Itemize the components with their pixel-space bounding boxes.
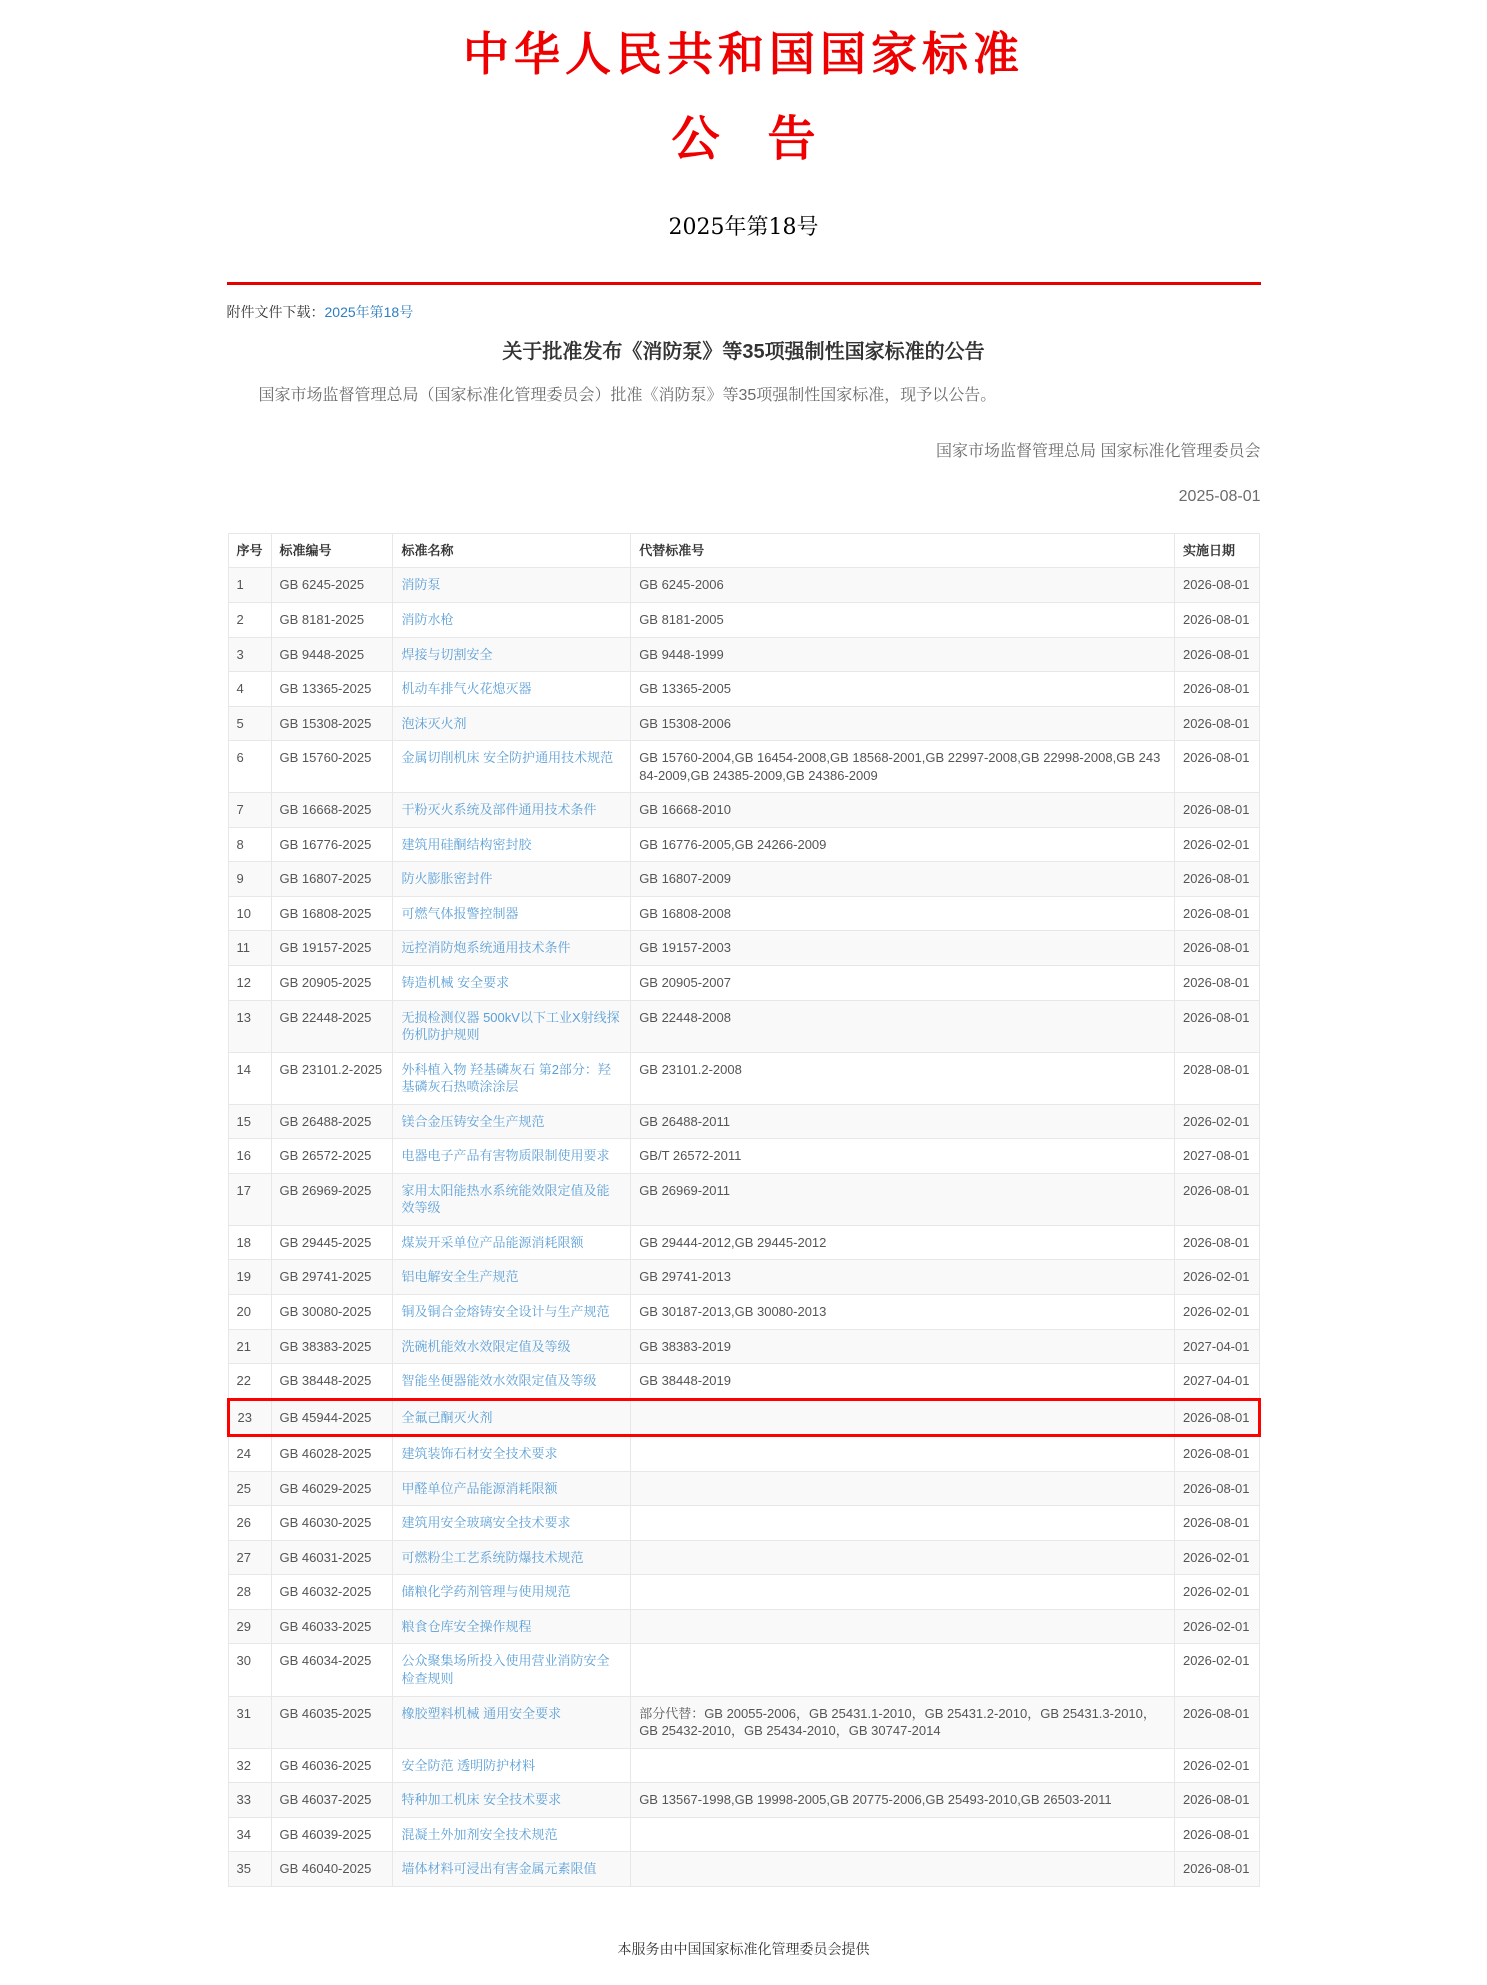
cell-replaced-standards: GB 38448-2019	[631, 1364, 1175, 1400]
cell-replaced-standards	[631, 1644, 1175, 1696]
cell-standard-code: GB 29445-2025	[271, 1225, 393, 1260]
cell-serial-number: 16	[228, 1139, 271, 1174]
cell-replaced-standards: GB 23101.2-2008	[631, 1052, 1175, 1104]
table-row	[228, 1471, 1259, 1506]
cell-implementation-date: 2026-02-01	[1174, 1575, 1259, 1610]
table-row	[228, 896, 1259, 931]
cell-replaced-standards: GB 8181-2005	[631, 602, 1175, 637]
cell-replaced-standards: GB 29741-2013	[631, 1260, 1175, 1295]
cell-replaced-standards: GB 13567-1998,GB 19998-2005,GB 20775-2006,GB 25493-2010,GB 26503-2011	[631, 1783, 1175, 1818]
attachment-download-link[interactable]: 2025年第18号	[324, 303, 414, 320]
cell-implementation-date: 2026-08-01	[1174, 1852, 1259, 1887]
cell-implementation-date: 2026-08-01	[1174, 896, 1259, 931]
table-row	[228, 1000, 1259, 1052]
cell-serial-number: 9	[228, 862, 271, 897]
cell-implementation-date: 2026-02-01	[1174, 1260, 1259, 1295]
cell-serial-number: 10	[228, 896, 271, 931]
cell-replaced-standards: GB 9448-1999	[631, 637, 1175, 672]
cell-standard-code: GB 38383-2025	[271, 1329, 393, 1364]
standard-name-link[interactable]: 外科植入物 羟基磷灰石 第2部分：羟基磷灰石热喷涂涂层	[401, 1061, 611, 1095]
cell-serial-number: 22	[228, 1364, 271, 1400]
cell-standard-name	[393, 931, 631, 966]
cell-standard-name	[393, 1139, 631, 1174]
standard-name-link[interactable]: 干粉灭火系统及部件通用技术条件	[401, 802, 597, 818]
cell-serial-number: 29	[228, 1609, 271, 1644]
table-row	[228, 1104, 1259, 1139]
cell-implementation-date: 2026-08-01	[1174, 568, 1259, 603]
standard-name-link[interactable]: 机动车排气火花熄灭器	[401, 681, 532, 697]
standard-name-link[interactable]: 无损检测仪器 500kV以下工业X射线探伤机防护规则	[401, 1009, 620, 1043]
cell-standard-name	[393, 637, 631, 672]
cell-replaced-standards: GB 16807-2009	[631, 862, 1175, 897]
standard-name-link[interactable]: 洗碗机能效水效限定值及等级	[401, 1338, 571, 1354]
cell-standard-name	[393, 1000, 631, 1052]
cell-implementation-date: 2026-08-01	[1174, 706, 1259, 741]
cell-replaced-standards	[631, 1506, 1175, 1541]
cell-serial-number: 6	[228, 741, 271, 793]
red-divider	[227, 282, 1261, 285]
standard-name-link[interactable]: 煤炭开采单位产品能源消耗限额	[401, 1234, 584, 1250]
cell-serial-number: 15	[228, 1104, 271, 1139]
cell-implementation-date: 2026-02-01	[1174, 1644, 1259, 1696]
cell-replaced-standards	[631, 1575, 1175, 1610]
cell-implementation-date: 2027-04-01	[1174, 1329, 1259, 1364]
cell-standard-code: GB 6245-2025	[271, 568, 393, 603]
signature: 国家市场监督管理总局 国家标准化管理委员会	[936, 442, 1261, 460]
cell-standard-code: GB 16668-2025	[271, 793, 393, 828]
table-row	[228, 1173, 1259, 1225]
table-header-row	[228, 533, 1259, 568]
table-row	[228, 568, 1259, 603]
cell-serial-number: 24	[228, 1436, 271, 1472]
cell-serial-number: 13	[228, 1000, 271, 1052]
cell-replaced-standards	[631, 1471, 1175, 1506]
cell-standard-code: GB 22448-2025	[271, 1000, 393, 1052]
table-row	[228, 862, 1259, 897]
cell-standard-name	[393, 1609, 631, 1644]
cell-implementation-date: 2026-02-01	[1174, 1609, 1259, 1644]
table-row	[228, 827, 1259, 862]
cell-standard-name	[393, 862, 631, 897]
standard-name-link[interactable]: 金属切削机床 安全防护通用技术规范	[401, 750, 614, 766]
cell-replaced-standards: GB 6245-2006	[631, 568, 1175, 603]
table-row	[228, 1783, 1259, 1818]
masthead	[227, 28, 1261, 240]
cell-serial-number: 1	[228, 568, 271, 603]
standard-name-link[interactable]: 镁合金压铸安全生产规范	[401, 1113, 545, 1129]
announcement-title: 关于批准发布《消防泵》等35项强制性国家标准的公告	[502, 340, 985, 363]
table-row	[228, 1575, 1259, 1610]
cell-standard-name	[393, 741, 631, 793]
standards-table	[227, 533, 1261, 1887]
cell-standard-name	[393, 1575, 631, 1610]
table-row	[228, 706, 1259, 741]
table-row	[228, 672, 1259, 707]
table-row	[228, 1506, 1259, 1541]
standard-name-link[interactable]: 家用太阳能热水系统能效限定值及能效等级	[401, 1182, 610, 1216]
cell-replaced-standards: GB 16776-2005,GB 24266-2009	[631, 827, 1175, 862]
table-row	[228, 965, 1259, 1000]
table-row	[228, 1052, 1259, 1104]
cell-standard-code: GB 46030-2025	[271, 1506, 393, 1541]
cell-standard-code: GB 16808-2025	[271, 896, 393, 931]
cell-implementation-date: 2026-08-01	[1174, 1783, 1259, 1818]
cell-standard-code: GB 46032-2025	[271, 1575, 393, 1610]
cell-standard-code: GB 23101.2-2025	[271, 1052, 393, 1104]
cell-replaced-standards	[631, 1436, 1175, 1472]
cell-implementation-date: 2026-08-01	[1174, 1471, 1259, 1506]
cell-standard-code: GB 16776-2025	[271, 827, 393, 862]
cell-standard-code: GB 8181-2025	[271, 602, 393, 637]
table-row	[228, 1260, 1259, 1295]
cell-serial-number: 25	[228, 1471, 271, 1506]
cell-replaced-standards	[631, 1852, 1175, 1887]
cell-replaced-standards	[631, 1399, 1175, 1436]
cell-serial-number: 26	[228, 1506, 271, 1541]
cell-standard-code: GB 46034-2025	[271, 1644, 393, 1696]
cell-implementation-date: 2026-08-01	[1174, 1399, 1259, 1436]
cell-standard-name	[393, 1052, 631, 1104]
cell-serial-number: 12	[228, 965, 271, 1000]
attachment-label: 附件文件下载：	[226, 303, 325, 320]
cell-replaced-standards: GB 29444-2012,GB 29445-2012	[631, 1225, 1175, 1260]
table-row	[228, 602, 1259, 637]
cell-replaced-standards: GB 38383-2019	[631, 1329, 1175, 1364]
table-row	[228, 1609, 1259, 1644]
column-header-3: 代替标准号	[631, 533, 1175, 568]
cell-standard-code: GB 46031-2025	[271, 1540, 393, 1575]
cell-standard-name	[393, 1225, 631, 1260]
masthead-subtitle: 公 告	[671, 110, 816, 167]
cell-replaced-standards	[631, 1817, 1175, 1852]
standard-name-link[interactable]: 安全防范 透明防护材料	[401, 1757, 536, 1773]
cell-standard-name	[393, 706, 631, 741]
cell-serial-number: 35	[228, 1852, 271, 1887]
table-row	[228, 1225, 1259, 1260]
cell-standard-code: GB 16807-2025	[271, 862, 393, 897]
signature-date: 2025-08-01	[1178, 487, 1261, 505]
footer-text: 本服务由中国国家标准化管理委员会提供	[617, 1940, 870, 1957]
cell-implementation-date: 2026-08-01	[1174, 1000, 1259, 1052]
cell-standard-code: GB 46029-2025	[271, 1471, 393, 1506]
cell-standard-name	[393, 1471, 631, 1506]
cell-replaced-standards: GB 16668-2010	[631, 793, 1175, 828]
cell-replaced-standards: GB 30187-2013,GB 30080-2013	[631, 1295, 1175, 1330]
cell-serial-number: 20	[228, 1295, 271, 1330]
cell-standard-code: GB 26969-2025	[271, 1173, 393, 1225]
cell-standard-name	[393, 1260, 631, 1295]
masthead-title: 中华人民共和国国家标准	[463, 27, 1024, 81]
cell-serial-number: 3	[228, 637, 271, 672]
standard-name-link[interactable]: 建筑装饰石材安全技术要求	[401, 1446, 558, 1462]
cell-standard-code: GB 45944-2025	[271, 1399, 393, 1436]
cell-standard-name	[393, 1852, 631, 1887]
cell-serial-number: 8	[228, 827, 271, 862]
cell-standard-code: GB 26488-2025	[271, 1104, 393, 1139]
cell-implementation-date: 2026-02-01	[1174, 827, 1259, 862]
cell-standard-code: GB 15308-2025	[271, 706, 393, 741]
standard-name-link[interactable]: 混凝土外加剂安全技术规范	[401, 1826, 558, 1842]
table-row	[228, 1295, 1259, 1330]
cell-replaced-standards: GB 22448-2008	[631, 1000, 1175, 1052]
issue-number: 2025年第18号	[668, 214, 819, 240]
cell-implementation-date: 2026-08-01	[1174, 862, 1259, 897]
standard-name-link[interactable]: 特种加工机床 安全技术要求	[401, 1792, 562, 1808]
table-row	[228, 1817, 1259, 1852]
column-header-1: 标准编号	[271, 533, 393, 568]
cell-implementation-date: 2027-04-01	[1174, 1364, 1259, 1400]
cell-serial-number: 33	[228, 1783, 271, 1818]
cell-replaced-standards: 部分代替：GB 20055-2006，GB 25431.1-2010，GB 25431.2-2010，GB 25431.3-2010，GB 25432-2010，GB 25434-2010，GB 30747-2014	[631, 1696, 1175, 1748]
cell-standard-name	[393, 827, 631, 862]
cell-replaced-standards: GB/T 26572-2011	[631, 1139, 1175, 1174]
table-row	[228, 741, 1259, 793]
cell-implementation-date: 2026-08-01	[1174, 602, 1259, 637]
cell-standard-code: GB 19157-2025	[271, 931, 393, 966]
cell-standard-name	[393, 965, 631, 1000]
cell-serial-number: 30	[228, 1644, 271, 1696]
table-row	[228, 1748, 1259, 1783]
cell-standard-name	[393, 1817, 631, 1852]
cell-standard-code: GB 38448-2025	[271, 1364, 393, 1400]
cell-serial-number: 7	[228, 793, 271, 828]
cell-standard-name	[393, 1783, 631, 1818]
cell-serial-number: 32	[228, 1748, 271, 1783]
cell-serial-number: 2	[228, 602, 271, 637]
cell-standard-code: GB 46039-2025	[271, 1817, 393, 1852]
cell-replaced-standards: GB 26969-2011	[631, 1173, 1175, 1225]
standard-name-link[interactable]: 铜及铜合金熔铸安全设计与生产规范	[401, 1304, 610, 1319]
cell-implementation-date: 2026-08-01	[1174, 1436, 1259, 1472]
cell-implementation-date: 2026-08-01	[1174, 931, 1259, 966]
standard-name-link[interactable]: 建筑用安全玻璃安全技术要求	[401, 1515, 571, 1531]
standard-name-link[interactable]: 焊接与切割安全	[401, 646, 493, 662]
cell-implementation-date: 2026-02-01	[1174, 1540, 1259, 1575]
cell-standard-name	[393, 1364, 631, 1400]
cell-standard-code: GB 13365-2025	[271, 672, 393, 707]
cell-implementation-date: 2026-08-01	[1174, 1225, 1259, 1260]
cell-standard-name	[393, 1104, 631, 1139]
standard-name-link[interactable]: 可燃气体报警控制器	[401, 905, 519, 921]
cell-serial-number: 4	[228, 672, 271, 707]
cell-standard-code: GB 46037-2025	[271, 1783, 393, 1818]
table-row	[228, 1364, 1259, 1400]
cell-replaced-standards	[631, 1540, 1175, 1575]
table-row	[228, 1644, 1259, 1696]
table-row	[228, 793, 1259, 828]
cell-serial-number: 11	[228, 931, 271, 966]
cell-serial-number: 19	[228, 1260, 271, 1295]
cell-standard-code: GB 46033-2025	[271, 1609, 393, 1644]
standard-name-link[interactable]: 消防水枪	[401, 611, 454, 627]
standard-name-link[interactable]: 粮食仓库安全操作规程	[401, 1618, 532, 1634]
cell-standard-code: GB 46035-2025	[271, 1696, 393, 1748]
cell-standard-name	[393, 1748, 631, 1783]
cell-replaced-standards	[631, 1609, 1175, 1644]
cell-replaced-standards: GB 16808-2008	[631, 896, 1175, 931]
cell-standard-code: GB 9448-2025	[271, 637, 393, 672]
standard-name-link[interactable]: 可燃粉尘工艺系统防爆技术规范	[401, 1549, 584, 1565]
cell-implementation-date: 2026-08-01	[1174, 637, 1259, 672]
cell-serial-number: 17	[228, 1173, 271, 1225]
announcement-body: 国家市场监督管理总局（国家标准化管理委员会）批准《消防泵》等35项强制性国家标准，现予以公告。	[258, 386, 997, 404]
cell-implementation-date: 2026-08-01	[1174, 1817, 1259, 1852]
cell-serial-number: 18	[228, 1225, 271, 1260]
cell-standard-name	[393, 1696, 631, 1748]
cell-standard-name	[393, 896, 631, 931]
standard-name-link[interactable]: 甲醛单位产品能源消耗限额	[401, 1480, 558, 1496]
standard-name-link[interactable]: 智能坐便器能效水效限定值及等级	[401, 1373, 597, 1389]
cell-serial-number: 23	[228, 1399, 271, 1436]
cell-implementation-date: 2026-08-01	[1174, 1506, 1259, 1541]
cell-standard-name	[393, 602, 631, 637]
standard-name-link[interactable]: 公众聚集场所投入使用营业消防安全检查规则	[401, 1653, 610, 1687]
cell-implementation-date: 2026-02-01	[1174, 1104, 1259, 1139]
cell-standard-name	[393, 1173, 631, 1225]
cell-standard-code: GB 30080-2025	[271, 1295, 393, 1330]
table-row	[228, 637, 1259, 672]
cell-replaced-standards: GB 19157-2003	[631, 931, 1175, 966]
cell-serial-number: 31	[228, 1696, 271, 1748]
cell-serial-number: 34	[228, 1817, 271, 1852]
standard-name-link[interactable]: 泡沫灭火剂	[401, 715, 467, 731]
cell-implementation-date: 2026-02-01	[1174, 1748, 1259, 1783]
cell-implementation-date: 2026-08-01	[1174, 741, 1259, 793]
cell-standard-name	[393, 1329, 631, 1364]
standard-name-link[interactable]: 铝电解安全生产规范	[401, 1269, 519, 1285]
cell-standard-code: GB 46028-2025	[271, 1436, 393, 1472]
table-row	[228, 1139, 1259, 1174]
cell-serial-number: 14	[228, 1052, 271, 1104]
cell-standard-name	[393, 672, 631, 707]
standard-name-link[interactable]: 全氟己酮灭火剂	[401, 1409, 493, 1425]
standard-name-link[interactable]: 铸造机械 安全要求	[401, 974, 510, 990]
column-header-2: 标准名称	[393, 533, 631, 568]
cell-standard-name	[393, 1295, 631, 1330]
cell-standard-name	[393, 1506, 631, 1541]
cell-implementation-date: 2026-08-01	[1174, 672, 1259, 707]
cell-replaced-standards: GB 15760-2004,GB 16454-2008,GB 18568-2001,GB 22997-2008,GB 22998-2008,GB 24384-2009,GB 24385-2009,GB 24386-2009	[631, 741, 1175, 793]
cell-serial-number: 21	[228, 1329, 271, 1364]
standard-name-link[interactable]: 消防泵	[401, 577, 441, 593]
cell-implementation-date: 2026-08-01	[1174, 1696, 1259, 1748]
cell-serial-number: 28	[228, 1575, 271, 1610]
cell-implementation-date: 2026-08-01	[1174, 965, 1259, 1000]
table-row	[228, 931, 1259, 966]
cell-standard-name	[393, 1644, 631, 1696]
cell-standard-code: GB 46040-2025	[271, 1852, 393, 1887]
table-row	[228, 1696, 1259, 1748]
cell-standard-name	[393, 568, 631, 603]
cell-replaced-standards: GB 15308-2006	[631, 706, 1175, 741]
announcement-page	[227, 0, 1261, 1985]
cell-standard-code: GB 26572-2025	[271, 1139, 393, 1174]
column-header-4: 实施日期	[1174, 533, 1259, 568]
cell-implementation-date: 2026-08-01	[1174, 1173, 1259, 1225]
cell-standard-code: GB 15760-2025	[271, 741, 393, 793]
table-row	[228, 1399, 1259, 1436]
standard-name-link[interactable]: 远控消防炮系统通用技术条件	[401, 940, 571, 956]
standard-name-link[interactable]: 电器电子产品有害物质限制使用要求	[401, 1148, 610, 1164]
standard-name-link[interactable]: 墙体材料可浸出有害金属元素限值	[401, 1861, 597, 1877]
cell-replaced-standards: GB 13365-2005	[631, 672, 1175, 707]
cell-implementation-date: 2028-08-01	[1174, 1052, 1259, 1104]
standard-name-link[interactable]: 橡胶塑料机械 通用安全要求	[401, 1705, 562, 1721]
column-header-0: 序号	[228, 533, 271, 568]
cell-standard-name	[393, 793, 631, 828]
cell-replaced-standards: GB 20905-2007	[631, 965, 1175, 1000]
standard-name-link[interactable]: 建筑用硅酮结构密封胶	[401, 836, 532, 852]
cell-replaced-standards: GB 26488-2011	[631, 1104, 1175, 1139]
cell-serial-number: 27	[228, 1540, 271, 1575]
attachment-row	[227, 293, 1261, 322]
table-row	[228, 1852, 1259, 1887]
cell-standard-name	[393, 1540, 631, 1575]
cell-implementation-date: 2026-02-01	[1174, 1295, 1259, 1330]
cell-standard-name	[393, 1399, 631, 1436]
cell-standard-code: GB 20905-2025	[271, 965, 393, 1000]
table-row	[228, 1329, 1259, 1364]
cell-implementation-date: 2026-08-01	[1174, 793, 1259, 828]
table-row	[228, 1540, 1259, 1575]
table-row	[228, 1436, 1259, 1472]
standard-name-link[interactable]: 储粮化学药剂管理与使用规范	[401, 1584, 571, 1600]
cell-standard-code: GB 29741-2025	[271, 1260, 393, 1295]
cell-standard-name	[393, 1436, 631, 1472]
cell-standard-code: GB 46036-2025	[271, 1748, 393, 1783]
cell-serial-number: 5	[228, 706, 271, 741]
cell-implementation-date: 2027-08-01	[1174, 1139, 1259, 1174]
cell-replaced-standards	[631, 1748, 1175, 1783]
standard-name-link[interactable]: 防火膨胀密封件	[401, 871, 493, 887]
